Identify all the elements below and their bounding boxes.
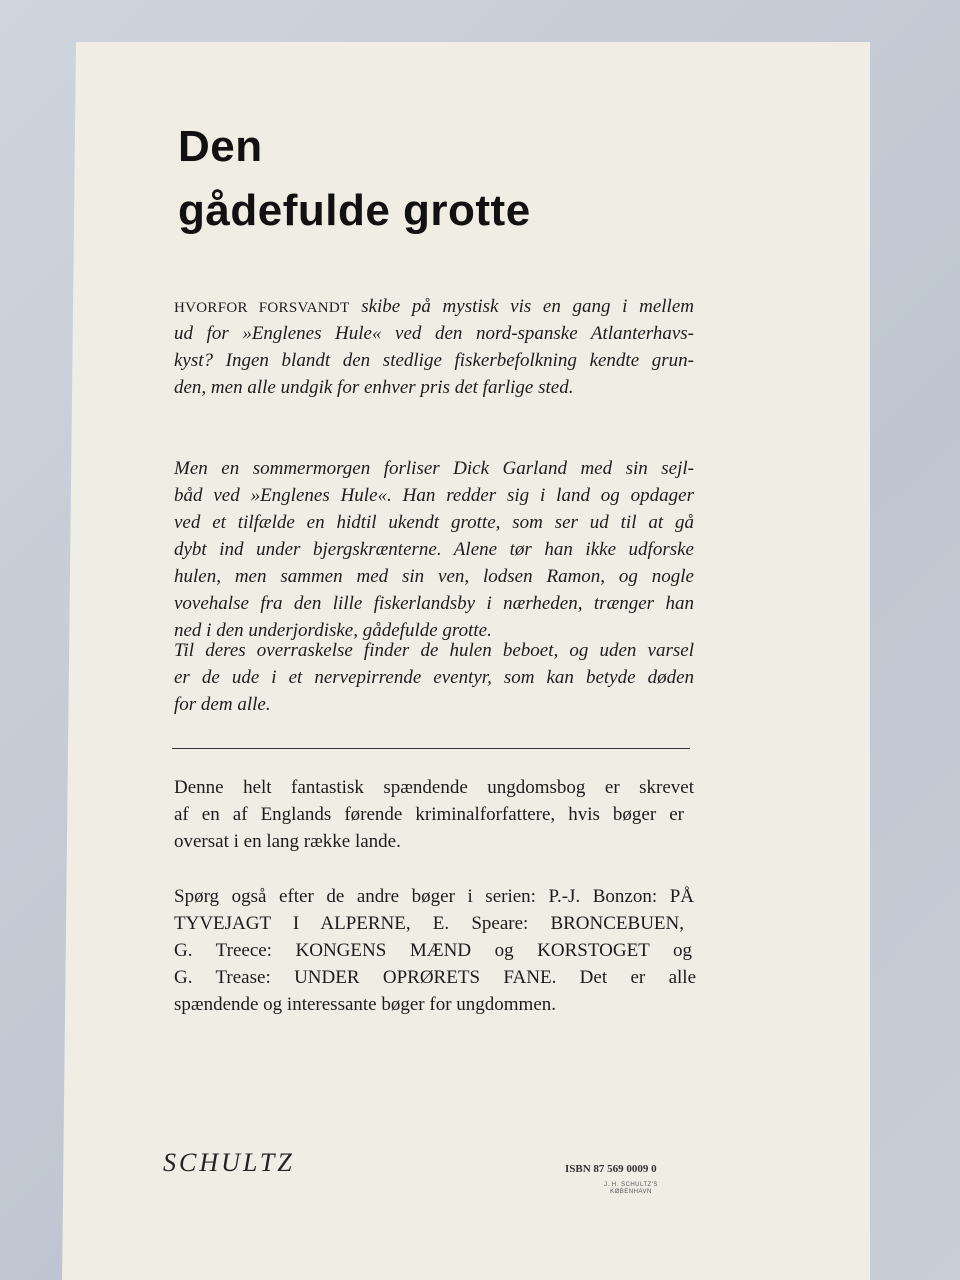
blurb-line: Men en sommermorgen forliser Dick Garland med sin sejl- — [174, 458, 694, 479]
blurb-line: vovehalse fra den lille fiskerlandsby i nærheden, trænger han — [174, 593, 694, 614]
stamp-line-1: J. H. SCHULTZ'S — [604, 1182, 658, 1188]
blurb-line: kyst? Ingen blandt den stedlige fiskerbefolkning kendte grun- — [174, 350, 694, 371]
divider-rule — [172, 748, 690, 749]
blurb-line: Til deres overraskelse finder de hulen beboet, og uden varsel — [174, 640, 694, 661]
blurb-line — [174, 296, 694, 318]
about-line: oversat i en lang række lande. — [174, 831, 401, 852]
publisher-stamp — [604, 1182, 658, 1196]
about-line: Denne helt fantastisk spændende ungdomsbog er skrevet — [174, 777, 694, 798]
blurb-line: ned i den underjordiske, gådefulde grotte. — [174, 620, 492, 641]
stamp-line-2: KØBENHAVN — [610, 1189, 652, 1195]
series-line: G. Trease: UNDER OPRØRETS FANE. Det er alle — [174, 967, 696, 988]
blurb-line: båd ved »Englenes Hule«. Han redder sig i land og opdager — [174, 485, 694, 506]
isbn: ISBN 87 569 0009 0 — [565, 1163, 657, 1175]
series-line: TYVEJAGT I ALPERNE, E. Speare: BRONCEBUEN, — [174, 913, 684, 934]
publisher-logo: SCHULTZ — [163, 1148, 295, 1177]
blurb-first-line-rest: skibe på mystisk vis en gang i mellem — [349, 296, 694, 317]
blurb-line: er de ude i et nervepirrende eventyr, som kan betyde døden — [174, 667, 694, 688]
blurb-line: ved et tilfælde en hidtil ukendt grotte, som ser ud til at gå — [174, 512, 694, 533]
book-title-line-1: Den — [178, 122, 263, 171]
blurb-line: hulen, men sammen med sin ven, lodsen Ramon, og nogle — [174, 566, 694, 587]
about-line: af en af Englands førende kriminalforfattere, hvis bøger er — [174, 804, 684, 825]
blurb-line: dybt ind under bjergskrænterne. Alene tør han ikke udforske — [174, 539, 694, 560]
book-title-line-2: gådefulde grotte — [178, 186, 531, 235]
series-line: Spørg også efter de andre bøger i serien: P.-J. Bonzon: PÅ — [174, 886, 694, 907]
series-line: G. Treece: KONGENS MÆND og KORSTOGET og — [174, 940, 692, 961]
blurb-line: for dem alle. — [174, 694, 271, 715]
series-line: spændende og interessante bøger for ungdommen. — [174, 994, 557, 1015]
blurb-lead-caps: HVORFOR FORSVANDT — [174, 300, 350, 316]
blurb-line: ud for »Englenes Hule« ved den nord-spanske Atlanterhavs- — [174, 323, 694, 344]
blurb-line: den, men alle undgik for enhver pris det farlige sted. — [174, 377, 574, 398]
